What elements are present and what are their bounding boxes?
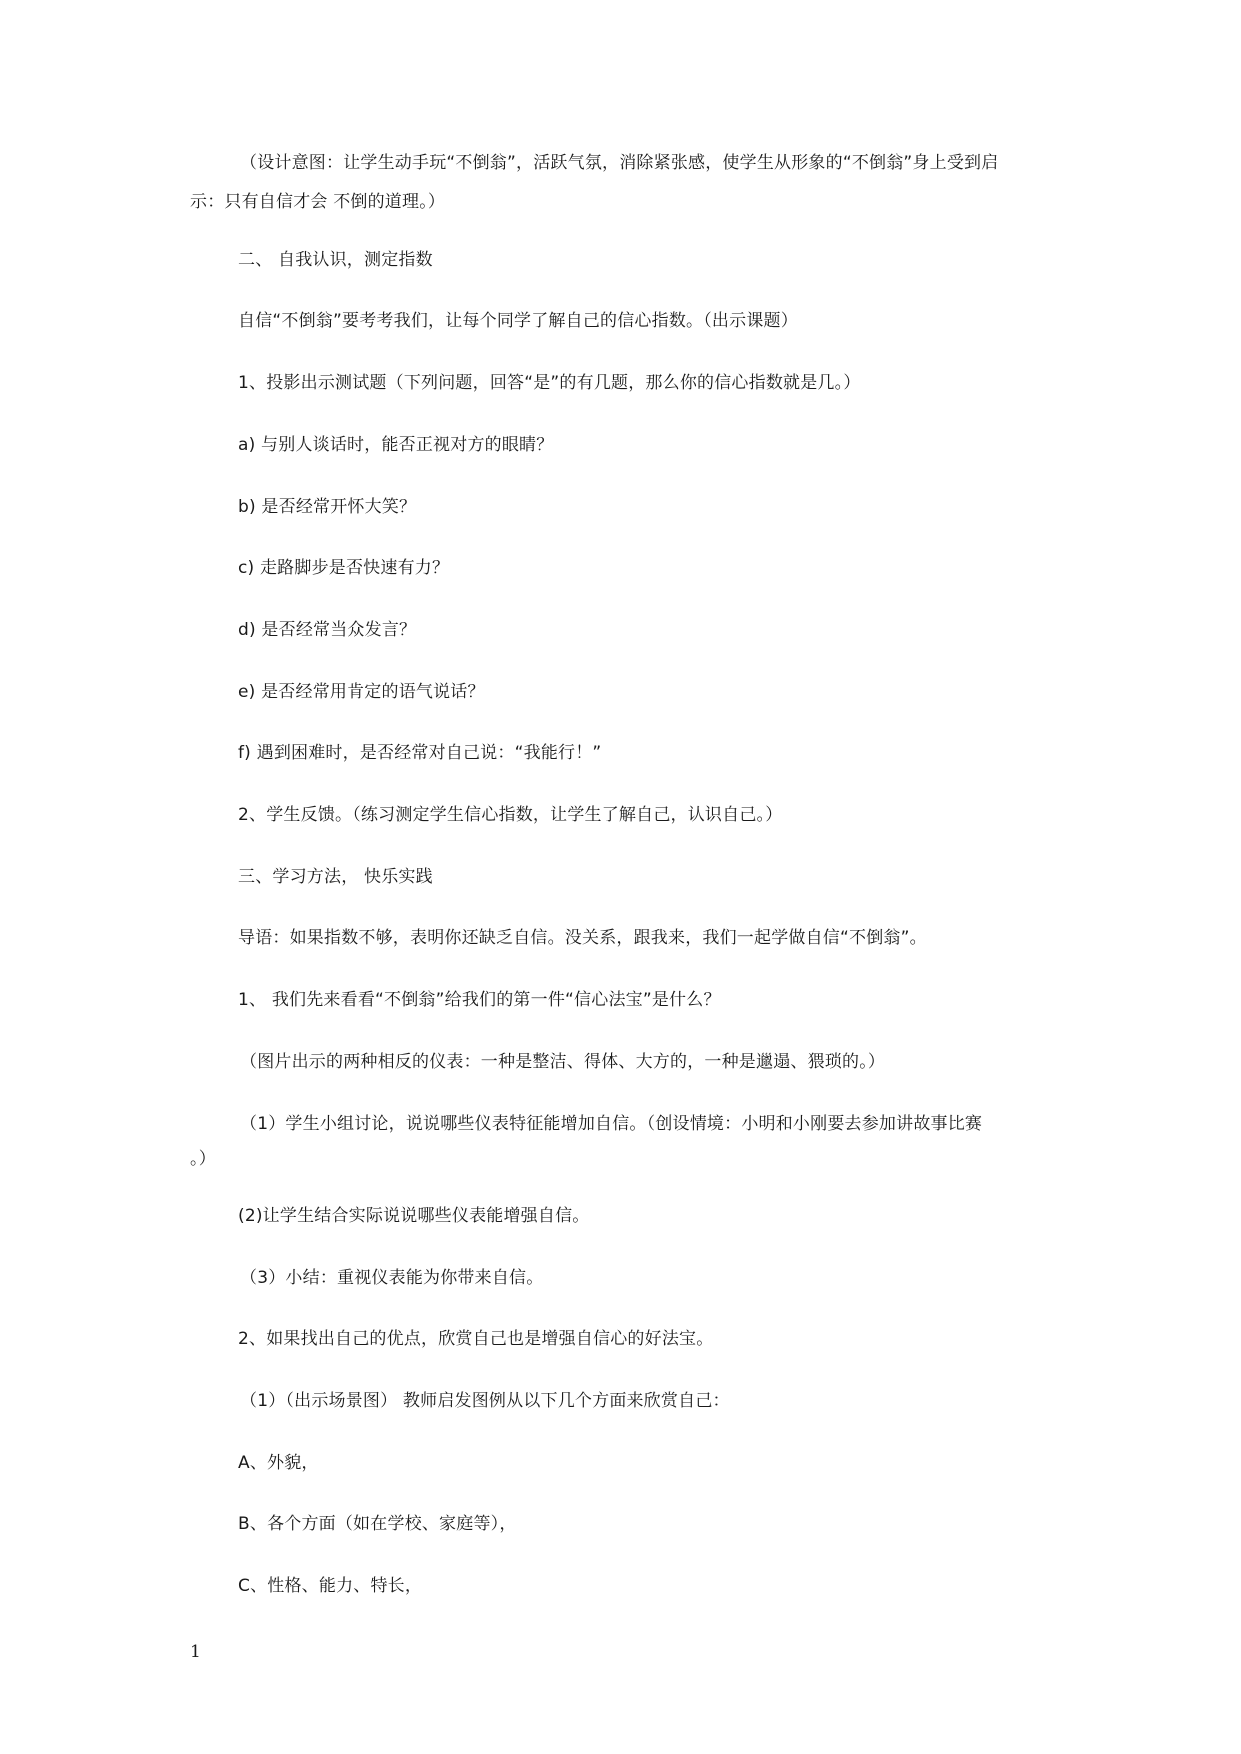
list-item: C、性格、能力、特长，	[238, 1576, 423, 1596]
text-line: 1、 我们先来看看“不倒翁”给我们的第一件“信心法宝”是什么？	[238, 990, 721, 1010]
list-item: a) 与别人谈话时，能否正视对方的眼睛？	[238, 435, 554, 455]
list-item: c) 走路脚步是否快速有力？	[238, 558, 450, 578]
text-line: （3）小结：重视仪表能为你带来自信。	[240, 1268, 544, 1288]
text-line: 。）	[190, 1149, 216, 1169]
text-line: 导语：如果指数不够，表明你还缺乏自信。没关系，跟我来，我们一起学做自信“不倒翁”。	[238, 928, 927, 948]
text-line: 1、投影出示测试题（下列问题，回答“是”的有几题，那么你的信心指数就是几。）	[238, 373, 861, 393]
section-heading: 三、学习方法， 快乐实践	[238, 867, 433, 887]
text-line: （1）（出示场景图） 教师启发图例从以下几个方面来欣赏自己：	[240, 1391, 730, 1411]
text-line: 自信“不倒翁”要考考我们，让每个同学了解自己的信心指数。（出示课题）	[238, 311, 798, 331]
list-item: A、外貌，	[238, 1453, 319, 1473]
list-item: e) 是否经常用肯定的语气说话？	[238, 682, 485, 702]
list-item: b) 是否经常开怀大笑？	[238, 497, 417, 517]
list-item: B、各个方面（如在学校、家庭等），	[238, 1514, 517, 1534]
text-line: (2)让学生结合实际说说哪些仪表能增强自信。	[238, 1206, 590, 1226]
text-line: 2、如果找出自己的优点，欣赏自己也是增强自信心的好法宝。	[238, 1329, 714, 1349]
text-line: 2、学生反馈。（练习测定学生信心指数，让学生了解自己，认识自己。）	[238, 805, 783, 825]
text-line: （图片出示的两种相反的仪表：一种是整洁、得体、大方的，一种是邋遢、猥琐的。）	[240, 1052, 886, 1072]
text-line: （设计意图：让学生动手玩“不倒翁”，活跃气氛，消除紧张感，使学生从形象的“不倒翁”身上受到启	[240, 153, 999, 173]
list-item: f) 遇到困难时，是否经常对自己说：“我能行！”	[238, 743, 602, 763]
text-line: （1）学生小组讨论，说说哪些仪表特征能增加自信。（创设情境：小明和小刚要去参加讲故事比赛	[240, 1114, 983, 1134]
text-line: 示：只有自信才会 不倒的道理。）	[190, 192, 446, 212]
list-item: d) 是否经常当众发言？	[238, 620, 417, 640]
page-number: 1	[190, 1642, 201, 1662]
section-heading: 二、 自我认识，测定指数	[238, 250, 433, 270]
